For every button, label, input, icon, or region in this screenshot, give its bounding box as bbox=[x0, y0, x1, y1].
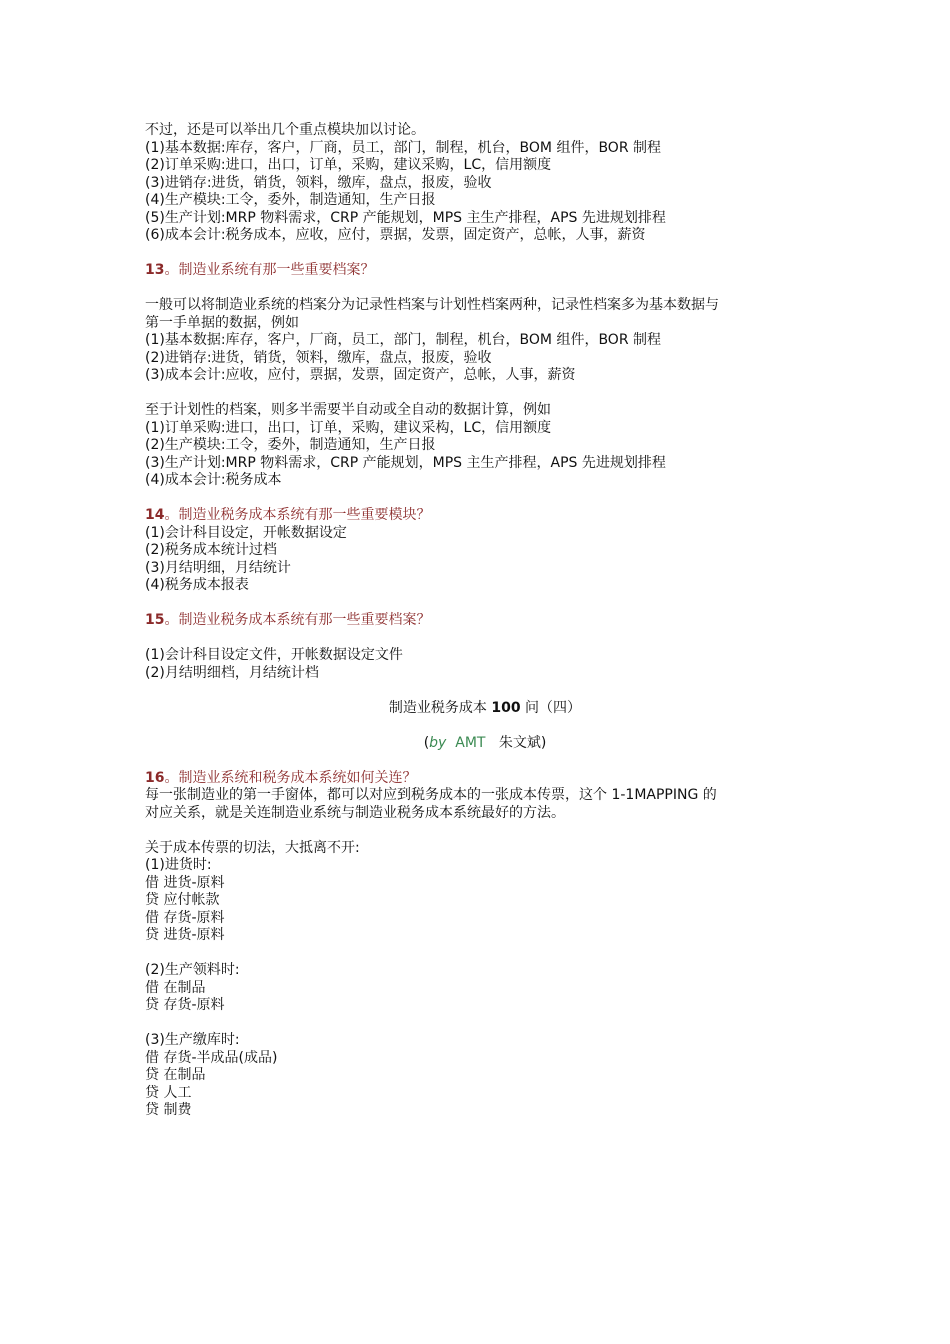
entry-line: 借 存货-半成品(成品) bbox=[145, 1049, 278, 1066]
entry-line: 贷 人工 bbox=[145, 1084, 192, 1101]
question-text: 。制造业税务成本系统有那一些重要模块？ bbox=[164, 507, 431, 523]
list-item: (5)生产计划:MRP 物料需求，CRP 产能规划，MPS 主生产排程，APS 先进规划排程 bbox=[145, 209, 666, 226]
list-item: (1)基本数据:库存，客户，厂商，员工，部门，制程，机台，BOM 组件，BOR 制程 bbox=[145, 139, 662, 156]
list-item: (1)会计科目设定，开帐数据设定 bbox=[145, 524, 347, 541]
question-15-heading bbox=[145, 612, 825, 630]
byline-open: ( bbox=[423, 734, 430, 751]
question-number: 14 bbox=[145, 507, 165, 523]
paragraph-line: 对应关系，就是关连制造业系统与制造业税务成本系统最好的方法。 bbox=[145, 804, 565, 821]
question-13-heading bbox=[145, 262, 825, 280]
entry-line: 借 存货-原料 bbox=[145, 909, 225, 926]
question-text: 。制造业税务成本系统有那一些重要档案？ bbox=[164, 612, 431, 628]
question-14-heading bbox=[145, 507, 825, 525]
list-item: (3)成本会计:应收，应付，票据，发票，固定资产，总帐，人事，薪资 bbox=[145, 367, 576, 383]
entry-line: 贷 制费 bbox=[145, 1102, 192, 1118]
entry-heading: (3)生产缴库时: bbox=[145, 1032, 240, 1048]
question-text: 。制造业系统和税务成本系统如何关连？ bbox=[164, 769, 417, 786]
section-title-post: 问（四） bbox=[520, 699, 582, 716]
list-item: (3)生产计划:MRP 物料需求，CRP 产能规划，MPS 主生产排程，APS 先进规划排程 bbox=[145, 454, 666, 471]
list-item: (1)基本数据:库存，客户，厂商，员工，部门，制程，机台，BOM 组件，BOR 制程 bbox=[145, 332, 662, 348]
paragraph-line: 一般可以将制造业系统的档案分为记录性档案与计划性档案两种，记录性档案多为基本数据与 bbox=[145, 297, 719, 313]
entry-line: 贷 应付帐款 bbox=[145, 892, 220, 908]
entry-heading: (2)生产领料时: bbox=[145, 962, 240, 978]
list-item: (3)月结明细，月结统计 bbox=[145, 559, 291, 576]
question-number: 15 bbox=[145, 612, 165, 628]
question-number: 13 bbox=[145, 262, 165, 278]
byline-author-en: AMT bbox=[455, 734, 486, 751]
section-title-pre: 制造业税务成本 bbox=[388, 699, 492, 716]
byline-author-cn: 朱文斌 bbox=[498, 734, 541, 751]
paragraph-line: 至于计划性的档案，则多半需要半自动或全自动的数据计算，例如 bbox=[145, 402, 551, 418]
entry-line: 借 进货-原料 bbox=[145, 874, 225, 891]
entry-line: 贷 进货-原料 bbox=[145, 927, 225, 943]
question-text: 。制造业系统有那一些重要档案？ bbox=[164, 262, 375, 278]
list-item: (3)进销存:进货，销货，领料，缴库，盘点，报废，验收 bbox=[145, 174, 492, 191]
section-title-num: 100 bbox=[491, 699, 521, 716]
byline-by: by bbox=[429, 734, 447, 751]
paragraph-line: 关于成本传票的切法，大抵离不开: bbox=[145, 839, 360, 856]
entry-line: 贷 存货-原料 bbox=[145, 997, 225, 1013]
module-list bbox=[145, 140, 825, 245]
question-number: 16 bbox=[145, 769, 165, 786]
byline bbox=[145, 735, 825, 753]
list-item: (2)生产模块:工令，委外，制造通知，生产日报 bbox=[145, 437, 436, 453]
list-item: (4)成本会计:税务成本 bbox=[145, 472, 282, 488]
list-item: (6)成本会计:税务成本，应收，应付，票据，发票，固定资产，总帐，人事，薪资 bbox=[145, 227, 646, 243]
question-16-heading bbox=[145, 770, 825, 788]
list-item: (2)进销存:进货，销货，领料，缴库，盘点，报废，验收 bbox=[145, 349, 492, 366]
entry-heading: (1)进货时: bbox=[145, 857, 212, 873]
list-item: (1)会计科目设定文件，开帐数据设定文件 bbox=[145, 647, 403, 663]
intro-text: 不过，还是可以举出几个重点模块加以讨论。 bbox=[145, 122, 425, 138]
paragraph-line: 每一张制造业的第一手窗体，都可以对应到税务成本的一张成本传票，这个 1-1MAPPING 的 bbox=[145, 787, 717, 803]
list-item: (2)税务成本统计过档 bbox=[145, 542, 277, 558]
byline-close: ) bbox=[540, 734, 547, 751]
list-item: (2)订单采购:进口，出口，订单，采购，建议采购，LC，信用额度 bbox=[145, 157, 552, 173]
document-page bbox=[145, 122, 825, 1120]
list-item: (2)月结明细档，月结统计档 bbox=[145, 664, 319, 681]
entry-line: 借 在制品 bbox=[145, 979, 206, 996]
paragraph-line: 第一手单据的数据，例如 bbox=[145, 314, 299, 331]
entry-line: 贷 在制品 bbox=[145, 1067, 206, 1083]
list-item: (4)生产模块:工令，委外，制造通知，生产日报 bbox=[145, 192, 436, 208]
list-item: (1)订单采购:进口，出口，订单，采购，建议采构，LC，信用额度 bbox=[145, 419, 552, 436]
section-title bbox=[145, 700, 825, 718]
list-item: (4)税务成本报表 bbox=[145, 577, 249, 593]
